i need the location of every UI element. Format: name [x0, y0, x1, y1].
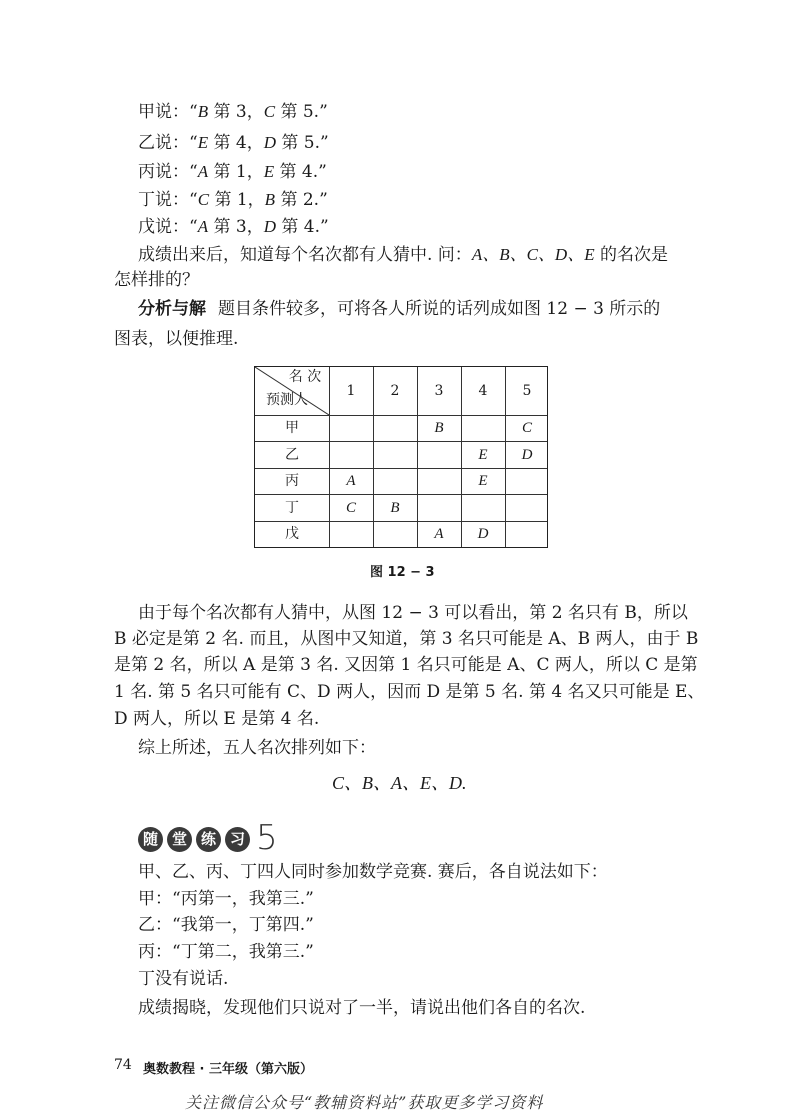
exercise-badge: 练 — [196, 827, 221, 852]
table-cell: E — [478, 447, 488, 463]
solution-line: B 必定是第 2 名. 而且，从图中又知道，第 3 名只可能是 A、B 两人，由于 B — [114, 629, 699, 649]
letter: D — [263, 217, 276, 236]
table-cell: E — [478, 473, 488, 489]
statement-4 — [138, 188, 328, 212]
rank-header: 5 — [522, 383, 532, 399]
question-text: 的名次是 — [594, 245, 668, 265]
question-text: 成绩出来后，知道每个名次都有人猜中. 问： — [138, 245, 472, 265]
solution-line: D 两人，所以 E 是第 4 名. — [114, 709, 320, 729]
rank: 第 5.” — [275, 102, 328, 122]
exercise-badge: 随 — [138, 827, 163, 852]
exercise-badge: 习 — [225, 827, 250, 852]
letter: A — [197, 162, 209, 181]
exercise-line: 丙：“丁第二，我第三.” — [138, 942, 314, 962]
corner-predictor-label: 预测人 — [266, 392, 308, 408]
corner-rank-label: 名 次 — [288, 369, 322, 385]
rank: 第 3， — [208, 217, 264, 237]
analysis-line-2: 图表，以便推理. — [114, 329, 239, 349]
statement-3 — [138, 160, 327, 184]
table-cell: D — [477, 526, 489, 542]
letter: A — [197, 217, 209, 236]
letter: B — [264, 190, 276, 209]
speaker: 丁说：“ — [138, 190, 198, 210]
watermark-text: 关注微信公众号“教辅资料站”获取更多学习资料 — [185, 1093, 544, 1112]
speaker: 甲说：“ — [138, 102, 198, 122]
page-number: 74 — [114, 1057, 132, 1073]
book-title: 奥数教程 · 三年级（第六版） — [143, 1062, 313, 1077]
rank: 第 5.” — [276, 133, 329, 153]
letter: C — [197, 190, 210, 209]
statement-1 — [138, 100, 328, 124]
letter: E — [263, 162, 275, 181]
rank-header: 1 — [346, 383, 356, 399]
table-cell: A — [434, 526, 444, 542]
rank: 第 3， — [208, 102, 264, 122]
solution-line: 由于每个名次都有人猜中，从图 12 − 3 可以看出，第 2 名只有 B，所以 — [138, 603, 688, 623]
exercise-line: 成绩揭晓，发现他们只说对了一半，请说出他们各自的名次. — [138, 998, 586, 1018]
table-cell: C — [521, 420, 532, 436]
rank-header: 4 — [478, 383, 488, 399]
table-cell: B — [434, 420, 444, 436]
speaker: 戊说：“ — [138, 217, 198, 237]
table-cell: B — [390, 500, 400, 516]
analysis-text: 题目条件较多，可将各人所说的话列成如图 12 − 3 所示的 — [218, 299, 661, 319]
prediction-table — [254, 366, 548, 548]
statement-2 — [138, 131, 329, 155]
letter: D — [263, 133, 276, 152]
rank: 第 1， — [209, 190, 265, 210]
predictor-name: 丙 — [285, 473, 299, 489]
result-line: C、B、A、E、D. — [332, 773, 467, 793]
analysis-line-1 — [138, 297, 660, 321]
predictor-name: 戊 — [285, 526, 299, 542]
figure-caption: 图 12 − 3 — [370, 565, 435, 580]
exercise-line: 丁没有说话. — [138, 969, 229, 989]
rank: 第 4.” — [276, 217, 329, 237]
rank: 第 4.” — [274, 162, 327, 182]
question-line-2: 怎样排的？ — [114, 270, 199, 290]
letter: C — [263, 102, 276, 121]
rank: 第 1， — [208, 162, 264, 182]
predictor-name: 甲 — [285, 420, 299, 436]
table-cell: C — [345, 500, 356, 516]
rank: 第 2.” — [275, 190, 328, 210]
question-letters: A、B、C、D、E — [471, 245, 595, 264]
question-line-1 — [138, 243, 668, 267]
exercise-line: 甲、乙、丙、丁四人同时参加数学竞赛. 赛后，各自说法如下： — [138, 862, 608, 882]
solution-line: 1 名. 第 5 名只可能有 C、D 两人，因而 D 是第 5 名. 第 4 名又只可能是 E、 — [114, 682, 705, 702]
rank: 第 4， — [208, 133, 264, 153]
exercise-line: 甲：“丙第一，我第三.” — [138, 889, 314, 909]
solution-line: 是第 2 名，所以 A 是第 3 名. 又因第 1 名只可能是 A、C 两人，所以 C 是第 — [114, 655, 698, 675]
rank-header: 2 — [390, 383, 400, 399]
predictor-name: 乙 — [285, 447, 299, 463]
speaker: 丙说：“ — [138, 162, 198, 182]
table-cell: A — [346, 473, 356, 489]
summary-line: 综上所述，五人名次排列如下： — [138, 738, 376, 758]
table-cell: D — [521, 447, 533, 463]
exercise-number: 5 — [256, 818, 278, 858]
letter: E — [197, 133, 209, 152]
rank-header: 3 — [434, 383, 444, 399]
exercise-badge: 堂 — [167, 827, 192, 852]
predictor-name: 丁 — [285, 500, 299, 516]
speaker: 乙说：“ — [138, 133, 198, 153]
letter: B — [197, 102, 209, 121]
analysis-label: 分析与解 — [138, 299, 206, 319]
exercise-line: 乙：“我第一，丁第四.” — [138, 915, 314, 935]
statement-5 — [138, 215, 329, 239]
